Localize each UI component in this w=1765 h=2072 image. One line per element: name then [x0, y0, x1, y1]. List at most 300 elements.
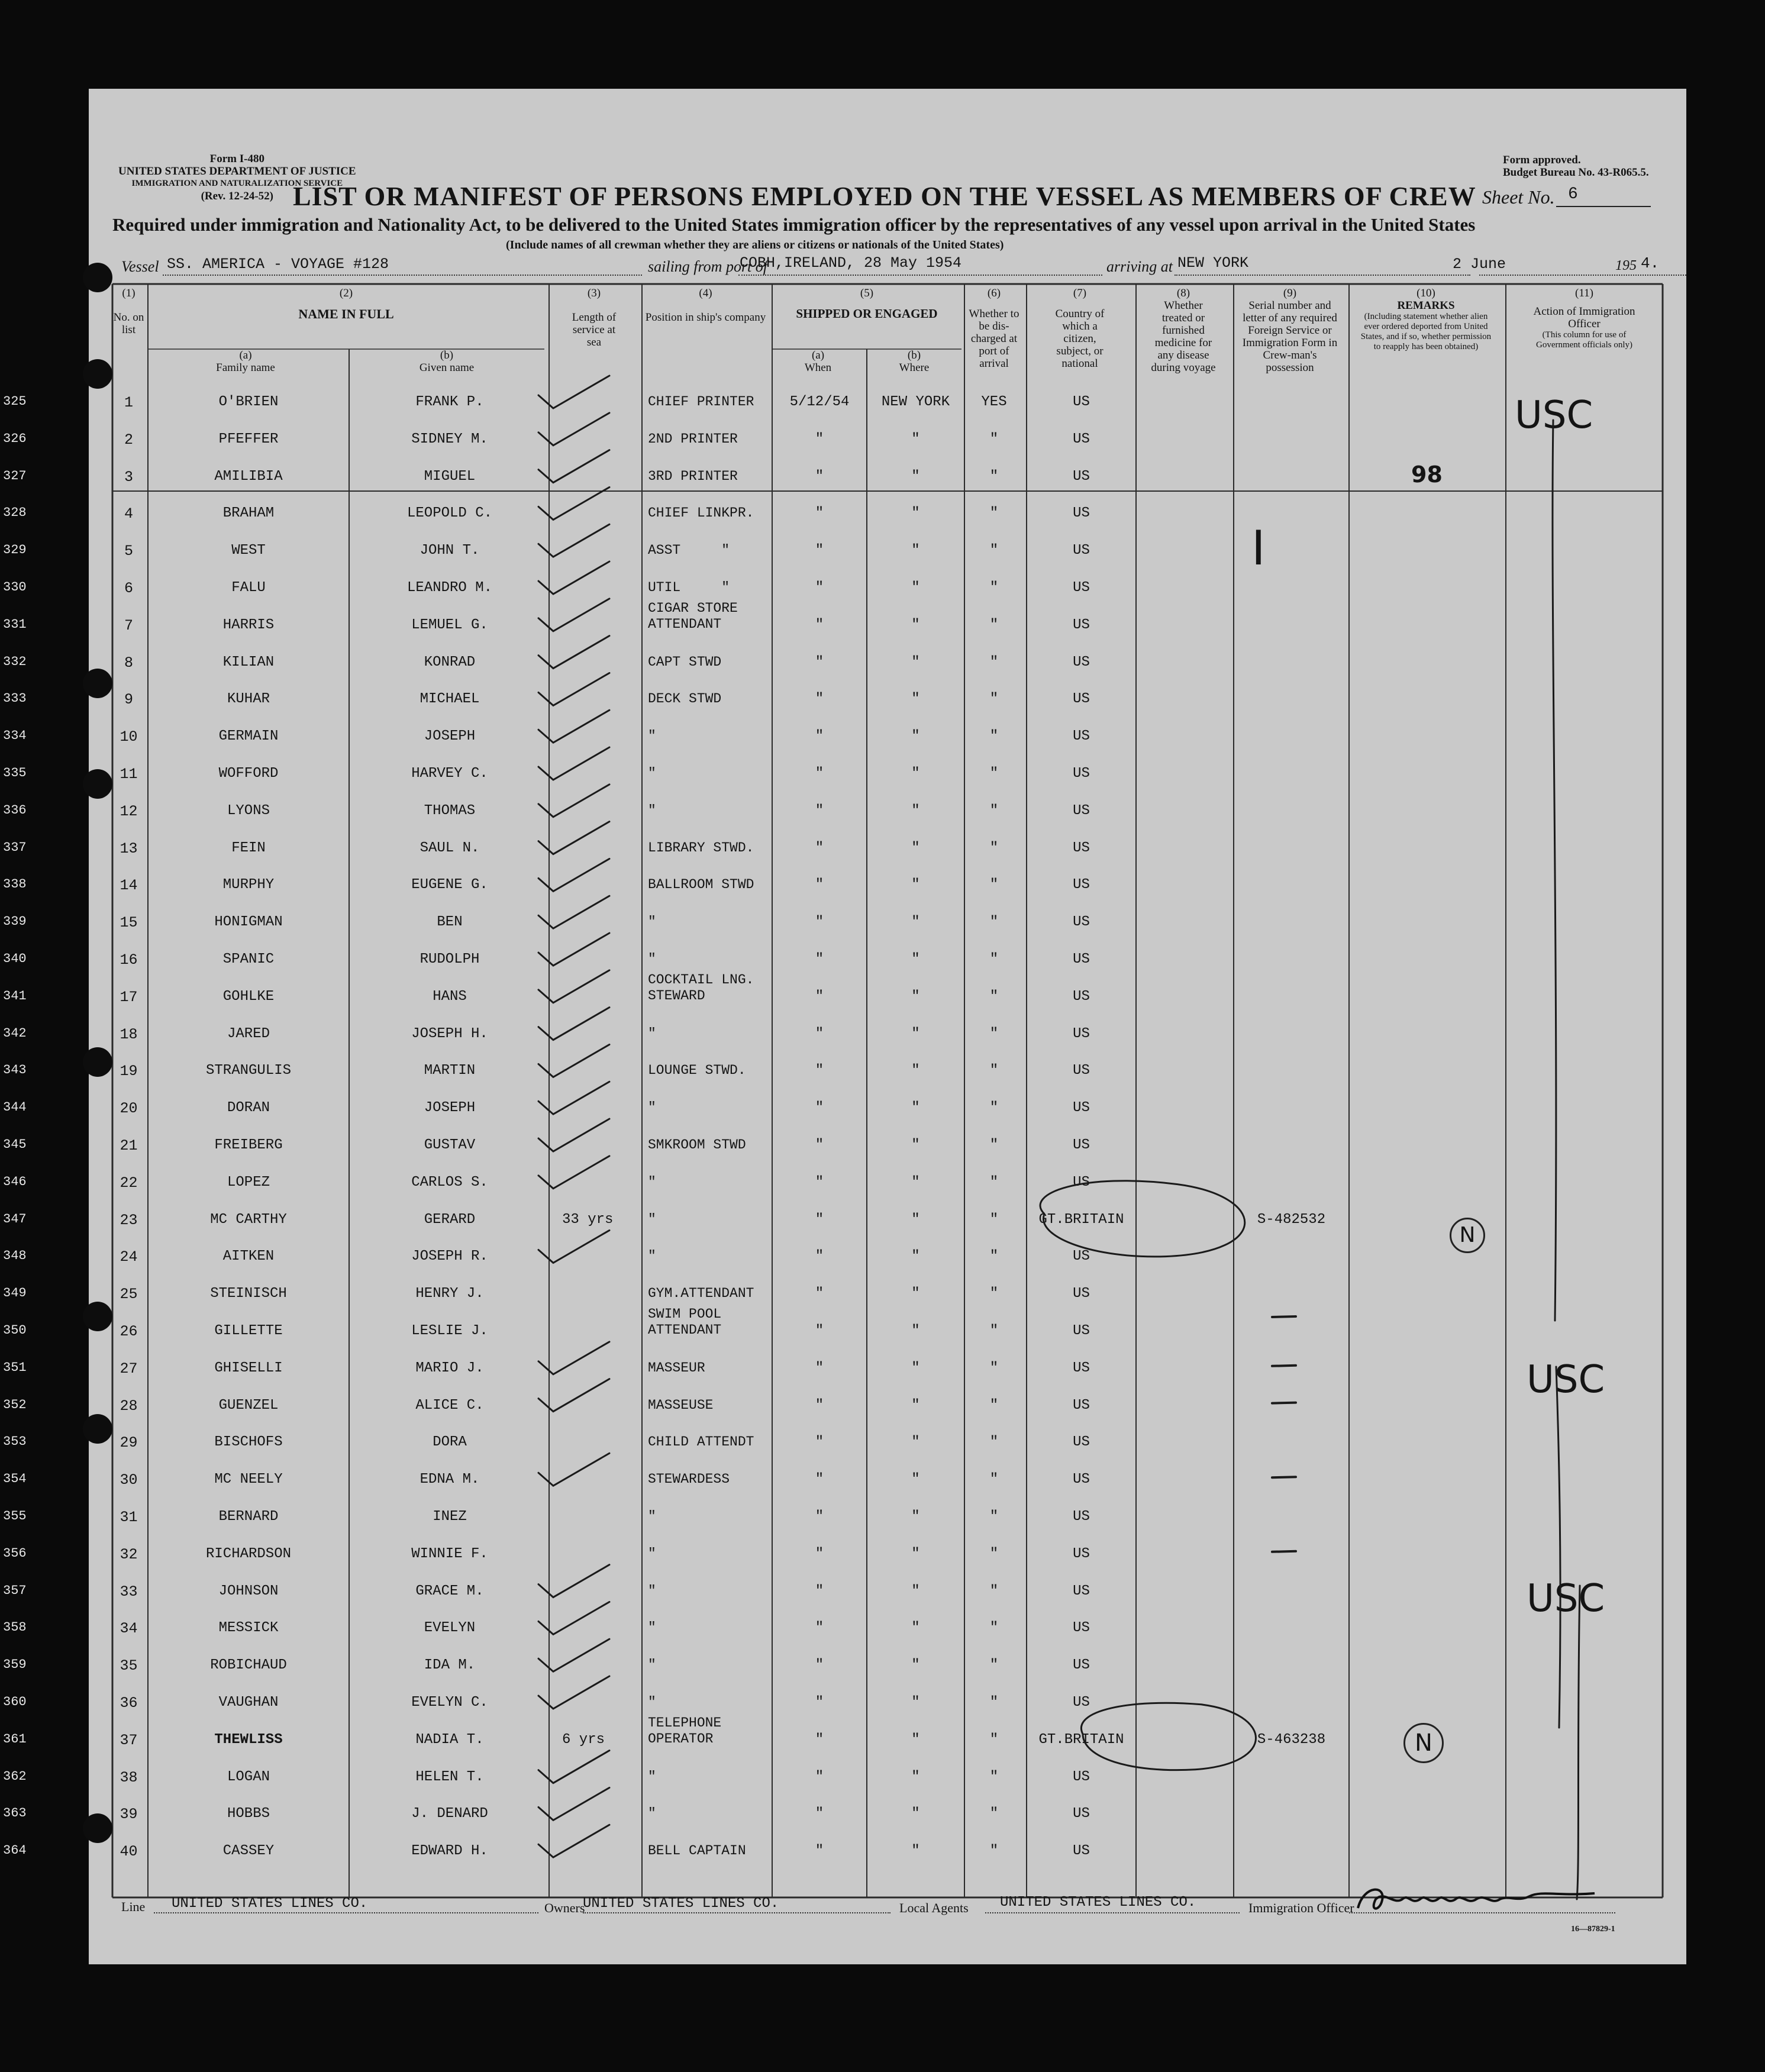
handwritten-marks — [89, 89, 1686, 1964]
position: TELEPHONE OPERATOR — [648, 1715, 722, 1747]
row-number: 4 — [124, 505, 133, 523]
given-name: SIDNEY M. — [411, 431, 488, 447]
shipped-where: " — [911, 840, 920, 856]
country: US — [1073, 766, 1090, 782]
length-of-service: 33 yrs — [562, 1211, 614, 1228]
given-name: LEMUEL G. — [411, 617, 488, 633]
row-number: 6 — [124, 580, 133, 597]
row-number: 17 — [120, 988, 138, 1006]
row-number: 26 — [120, 1323, 138, 1340]
given-name: ALICE C. — [415, 1397, 484, 1413]
check-mark — [538, 822, 609, 854]
position: " — [648, 914, 656, 930]
position: BALLROOM STWD — [648, 877, 754, 893]
discharged: " — [989, 1806, 999, 1822]
position: " — [648, 1248, 656, 1264]
country: US — [1073, 877, 1090, 893]
position: CHIEF LINKPR. — [648, 505, 754, 521]
row-number: 40 — [120, 1843, 138, 1861]
row-number: 38 — [120, 1768, 138, 1786]
discharged: " — [989, 1509, 999, 1525]
discharged: " — [989, 1545, 999, 1562]
row-serial-number: 344 — [3, 1100, 27, 1115]
country: US — [1073, 988, 1090, 1005]
country: US — [1073, 468, 1090, 485]
discharged: " — [989, 1025, 999, 1042]
country: US — [1073, 580, 1090, 596]
check-mark — [538, 1453, 609, 1486]
position: STEWARDESS — [648, 1471, 730, 1487]
vertical-line-3 — [1577, 1586, 1580, 1899]
shipped-where: " — [911, 468, 920, 485]
shipped-where: " — [911, 988, 920, 1005]
given-name: HELEN T. — [415, 1768, 484, 1785]
given-name: EVELYN — [424, 1620, 476, 1637]
col-2a-title: Family name — [216, 362, 275, 374]
shipped-where: " — [911, 1620, 920, 1637]
sheet-number-value: 6 — [1568, 185, 1578, 204]
country: US — [1073, 1434, 1090, 1451]
family-name: GHISELLI — [214, 1360, 283, 1376]
given-name: EDWARD H. — [411, 1843, 488, 1860]
family-name: GUENZEL — [218, 1397, 279, 1413]
shipped-where: " — [911, 802, 920, 819]
given-name: NADIA T. — [415, 1731, 484, 1748]
agents-rule — [985, 1912, 1240, 1913]
check-mark — [538, 450, 609, 483]
shipped-when: " — [815, 1545, 824, 1562]
col-2b-title: Given name — [419, 362, 475, 374]
family-name: WOFFORD — [218, 766, 279, 782]
row-number: 30 — [120, 1471, 138, 1489]
family-name: MC NEELY — [214, 1471, 283, 1488]
row-serial-number: 325 — [3, 394, 27, 409]
punch-hole — [83, 769, 112, 799]
shipped-where: " — [911, 1545, 920, 1562]
discharged: " — [989, 1731, 999, 1748]
check-mark — [538, 413, 609, 446]
row-serial-number: 361 — [3, 1731, 27, 1747]
discharged: " — [989, 1323, 999, 1339]
shipped-where: " — [911, 914, 920, 931]
family-name: AITKEN — [222, 1248, 275, 1265]
col-10-subtitle: (Including statement whether alien ever ordered deported from United States, and if so, whether permission to reapply has been obtained) — [1360, 312, 1492, 351]
country: US — [1073, 1843, 1090, 1860]
shipped-where: " — [911, 1137, 920, 1153]
discharged: " — [989, 431, 999, 447]
check-mark — [538, 1230, 609, 1263]
shipped-where: " — [911, 1434, 920, 1451]
shipped-when: " — [815, 1843, 824, 1860]
row-serial-number: 341 — [3, 988, 27, 1003]
discharged: " — [989, 914, 999, 931]
country: US — [1073, 431, 1090, 447]
shipped-when: " — [815, 1768, 824, 1785]
sheet-number-label: Sheet No. — [1482, 186, 1555, 208]
row-serial-number: 336 — [3, 802, 27, 818]
family-name: FALU — [231, 580, 266, 596]
discharged: " — [989, 1434, 999, 1451]
row-serial-number: 355 — [3, 1509, 27, 1524]
check-mark — [538, 1119, 609, 1151]
country: US — [1073, 1471, 1090, 1488]
shipped-when: " — [815, 654, 824, 670]
row-serial-number: 343 — [3, 1063, 27, 1078]
position: " — [648, 1545, 656, 1561]
country: US — [1073, 654, 1090, 670]
family-name: HOBBS — [227, 1806, 270, 1822]
check-mark — [538, 487, 609, 519]
given-name: INEZ — [433, 1509, 467, 1525]
shipped-where: " — [911, 1843, 920, 1860]
approval-line-1: Form approved. — [1503, 154, 1581, 166]
discharged: " — [989, 1360, 999, 1376]
shipped-where: " — [911, 1323, 920, 1339]
shipped-where: " — [911, 1063, 920, 1079]
discharged: " — [989, 840, 999, 856]
check-mark — [538, 933, 609, 966]
year-suffix: 4. — [1641, 254, 1660, 272]
discharged: " — [989, 1657, 999, 1674]
col-2b-number: (b) — [440, 349, 454, 362]
shipped-where: NEW YORK — [881, 394, 950, 410]
usc-annotation-3: USC — [1527, 1577, 1605, 1621]
given-name: MARTIN — [424, 1063, 476, 1079]
shipped-when: " — [815, 1620, 824, 1637]
discharged: " — [989, 543, 999, 559]
shipped-where: " — [911, 543, 920, 559]
country: US — [1073, 1286, 1090, 1302]
col-11-title: Action of Immigration Officer — [1533, 305, 1635, 330]
family-name: BRAHAM — [222, 505, 275, 522]
position: GYM.ATTENDANT — [648, 1286, 754, 1302]
owners-rule — [583, 1912, 890, 1913]
department-name: UNITED STATES DEPARTMENT OF JUSTICE — [118, 165, 356, 177]
discharged: " — [989, 1174, 999, 1190]
shipped-when: " — [815, 840, 824, 856]
row-serial-number: 329 — [3, 543, 27, 558]
country: US — [1073, 1248, 1090, 1265]
col-5b-title: Where — [899, 362, 930, 374]
row-serial-number: 347 — [3, 1211, 27, 1227]
n-mark-37: N — [1403, 1723, 1444, 1763]
discharged: " — [989, 1583, 999, 1599]
discharged: " — [989, 1768, 999, 1785]
discharged: " — [989, 728, 999, 745]
shipped-when: 5/12/54 — [789, 394, 850, 410]
given-name: MARIO J. — [415, 1360, 484, 1376]
discharged: " — [989, 1620, 999, 1637]
row-number: 10 — [120, 728, 138, 746]
line-label: Line — [121, 1899, 146, 1914]
usc-annotation-1: USC — [1515, 393, 1593, 437]
row-serial-number: 353 — [3, 1434, 27, 1450]
check-mark — [538, 1342, 609, 1374]
check-mark — [538, 1379, 609, 1412]
row-number: 21 — [120, 1137, 138, 1154]
shipped-when: " — [815, 1025, 824, 1042]
col-3-title: Length of service at sea — [572, 311, 617, 348]
discharged: " — [989, 1397, 999, 1413]
position: " — [648, 1174, 656, 1190]
family-name: PFEFFER — [218, 431, 279, 447]
position: " — [648, 1211, 656, 1227]
check-mark — [538, 1044, 609, 1077]
shipped-where: " — [911, 766, 920, 782]
given-name: LEANDRO M. — [406, 580, 493, 596]
discharged: " — [989, 988, 999, 1005]
family-name: CASSEY — [222, 1843, 275, 1860]
row-number: 22 — [120, 1174, 138, 1192]
family-name: THEWLISS — [214, 1731, 283, 1748]
punch-hole — [83, 669, 112, 698]
arrival-date: 2 June — [1453, 256, 1506, 273]
row-serial-number: 356 — [3, 1545, 27, 1561]
col-6-title: Whether to be dis-charged at port of arrival — [969, 308, 1019, 370]
family-name: ROBICHAUD — [210, 1657, 287, 1674]
family-name: GILLETTE — [214, 1323, 283, 1339]
row-number: 3 — [124, 468, 133, 486]
shipped-where: " — [911, 728, 920, 745]
col-1-number: (1) — [122, 287, 135, 299]
shipped-when: " — [815, 1100, 824, 1116]
country: US — [1073, 1806, 1090, 1822]
country: US — [1073, 1025, 1090, 1042]
position: BELL CAPTAIN — [648, 1843, 746, 1859]
agents-value: UNITED STATES LINES CO. — [1000, 1895, 1196, 1910]
shipped-when: " — [815, 1434, 824, 1451]
row-number: 33 — [120, 1583, 138, 1600]
shipped-where: " — [911, 691, 920, 708]
family-name: KUHAR — [227, 691, 270, 708]
row-serial-number: 338 — [3, 877, 27, 892]
position: " — [648, 1620, 656, 1636]
shipped-where: " — [911, 1397, 920, 1413]
family-name: BISCHOFS — [214, 1434, 283, 1451]
shipped-when: " — [815, 543, 824, 559]
position: CHILD ATTENDT — [648, 1434, 754, 1450]
discharged: " — [989, 1211, 999, 1228]
discharged: " — [989, 1063, 999, 1079]
position: " — [648, 1100, 656, 1116]
shipped-when: " — [815, 1731, 824, 1748]
row-number: 11 — [120, 766, 138, 783]
check-mark — [538, 1676, 609, 1709]
country: US — [1073, 1100, 1090, 1116]
check-mark — [538, 1602, 609, 1634]
shipped-when: " — [815, 1248, 824, 1265]
approval-line-2: Budget Bureau No. 43-R065.5. — [1503, 166, 1649, 179]
position: CAPT STWD — [648, 654, 722, 670]
given-name: J. DENARD — [411, 1806, 488, 1822]
officer-rule — [1349, 1912, 1615, 1913]
position: COCKTAIL LNG. STEWARD — [648, 972, 754, 1003]
shipped-where: " — [911, 1509, 920, 1525]
row-number: 15 — [120, 914, 138, 932]
row-serial-number: 358 — [3, 1620, 27, 1635]
shipped-where: " — [911, 877, 920, 893]
subtitle-note: (Include names of all crewman whether they are aliens or citizens or nationals of the United States) — [506, 238, 1004, 251]
country-circle — [1040, 1181, 1245, 1257]
given-name: MIGUEL — [424, 468, 476, 485]
discharged: " — [989, 691, 999, 708]
family-name: AMILIBIA — [214, 468, 283, 485]
shipped-when: " — [815, 766, 824, 782]
shipped-when: " — [815, 1360, 824, 1376]
year-prefix: 195 — [1615, 258, 1637, 273]
shipped-where: " — [911, 1211, 920, 1228]
country: US — [1073, 728, 1090, 745]
position: " — [648, 1657, 656, 1673]
col-10-number: (10) — [1416, 287, 1435, 299]
row-serial-number: 333 — [3, 691, 27, 706]
discharged: " — [989, 1843, 999, 1860]
row-serial-number: 328 — [3, 505, 27, 521]
family-name: FEIN — [231, 840, 266, 856]
shipped-when: " — [815, 951, 824, 967]
row-serial-number: 330 — [3, 580, 27, 595]
officer-label: Immigration Officer — [1248, 1900, 1354, 1915]
page-title: LIST OR MANIFEST OF PERSONS EMPLOYED ON THE VESSEL AS MEMBERS OF CREW — [293, 181, 1476, 211]
position: " — [648, 802, 656, 818]
country: US — [1073, 1620, 1090, 1637]
row-serial-number: 332 — [3, 654, 27, 669]
form-revision: (Rev. 12-24-52) — [201, 190, 273, 202]
punch-hole — [83, 1047, 112, 1077]
row-number: 37 — [120, 1731, 138, 1749]
family-name: FREIBERG — [214, 1137, 283, 1153]
shipped-where: " — [911, 1768, 920, 1785]
col-11-number: (11) — [1575, 287, 1593, 299]
row-serial-number: 337 — [3, 840, 27, 855]
position: CIGAR STORE ATTENDANT — [648, 600, 738, 632]
shipped-where: " — [911, 1100, 920, 1116]
row-serial-number: 345 — [3, 1137, 27, 1152]
col-10-title: REMARKS — [1397, 299, 1455, 312]
punch-hole — [83, 263, 112, 292]
discharged: " — [989, 580, 999, 596]
subtitle: Required under immigration and Nationality Act, to be delivered to the United States immigration officer by the representatives of any vessel upon arrival in the United States — [112, 214, 1476, 235]
discharged: " — [989, 766, 999, 782]
discharged: " — [989, 1100, 999, 1116]
country: US — [1073, 505, 1090, 522]
shipped-when: " — [815, 1063, 824, 1079]
vessel-label: Vessel — [121, 258, 159, 275]
service-name: IMMIGRATION AND NATURALIZATION SERVICE — [131, 179, 343, 188]
shipped-when: " — [815, 468, 824, 485]
given-name: DORA — [433, 1434, 467, 1451]
col-5b-number: (b) — [907, 349, 921, 362]
shipped-where: " — [911, 1025, 920, 1042]
position: UTIL " — [648, 580, 730, 595]
discharged: " — [989, 617, 999, 633]
shipped-where: " — [911, 951, 920, 967]
given-name: GRACE M. — [415, 1583, 484, 1599]
position: " — [648, 1025, 656, 1041]
position: SWIM POOL ATTENDANT — [648, 1306, 722, 1338]
row-number: 31 — [120, 1509, 138, 1526]
row-serial-number: 351 — [3, 1360, 27, 1375]
discharged: " — [989, 951, 999, 967]
handwritten-i-mark: I — [1251, 521, 1266, 576]
form-serial: S-482532 — [1257, 1211, 1326, 1228]
shipped-where: " — [911, 1174, 920, 1190]
row-serial-number: 348 — [3, 1248, 27, 1264]
row-serial-number: 327 — [3, 468, 27, 483]
country: US — [1073, 1360, 1090, 1376]
country: US — [1073, 1768, 1090, 1785]
row-number: 39 — [120, 1806, 138, 1824]
shipped-when: " — [815, 1211, 824, 1228]
position: SMKROOM STWD — [648, 1137, 746, 1153]
position: 3RD PRINTER — [648, 468, 738, 484]
row-number: 19 — [120, 1063, 138, 1080]
shipped-when: " — [815, 1509, 824, 1525]
shipped-when: " — [815, 1286, 824, 1302]
family-name: VAUGHAN — [218, 1695, 279, 1710]
given-name: JOHN T. — [420, 543, 480, 559]
given-name: HENRY J. — [415, 1286, 484, 1302]
position: " — [648, 766, 656, 781]
country: US — [1073, 1509, 1090, 1525]
col-5a-title: When — [804, 362, 832, 374]
position: " — [648, 1695, 656, 1710]
check-mark — [538, 1008, 609, 1040]
country: US — [1073, 543, 1090, 559]
vertical-line-2 — [1556, 1367, 1560, 1728]
shipped-when: " — [815, 1695, 824, 1710]
discharged: " — [989, 1695, 999, 1710]
row-number: 16 — [120, 951, 138, 969]
row-number: 9 — [124, 691, 133, 709]
given-name: EDNA M. — [420, 1471, 480, 1488]
n-mark-23: N — [1450, 1218, 1485, 1253]
position: LIBRARY STWD. — [648, 840, 754, 856]
row-serial-number: 354 — [3, 1471, 27, 1487]
shipped-when: " — [815, 1583, 824, 1599]
given-name: EVELYN C. — [411, 1695, 488, 1710]
row-number: 24 — [120, 1248, 138, 1266]
row-number: 35 — [120, 1657, 138, 1675]
country: US — [1073, 1323, 1090, 1339]
shipped-where: " — [911, 654, 920, 670]
row-number: 34 — [120, 1620, 138, 1638]
col-5-number: (5) — [860, 287, 874, 299]
row-number: 28 — [120, 1397, 138, 1415]
given-name: HANS — [433, 988, 467, 1005]
discharged: " — [989, 802, 999, 819]
vertical-line-1 — [1553, 420, 1556, 1321]
family-name: O'BRIEN — [218, 394, 279, 410]
vessel-value: SS. AMERICA - VOYAGE #128 — [167, 256, 389, 273]
given-name: RUDOLPH — [420, 951, 480, 967]
shipped-where: " — [911, 1583, 920, 1599]
discharged: " — [989, 654, 999, 670]
country: US — [1073, 1695, 1090, 1710]
line-rule — [154, 1912, 538, 1913]
row-number: 7 — [124, 617, 133, 634]
shipped-where: " — [911, 505, 920, 522]
country: US — [1073, 914, 1090, 931]
discharged: " — [989, 468, 999, 485]
shipped-when: " — [815, 1174, 824, 1190]
given-name: IDA M. — [424, 1657, 476, 1674]
country: US — [1073, 394, 1090, 410]
country: US — [1073, 1545, 1090, 1562]
col-11-subtitle: (This column for use of Government officials only) — [1535, 330, 1632, 350]
check-mark — [538, 785, 609, 817]
col-1-title: No. on list — [113, 311, 144, 336]
